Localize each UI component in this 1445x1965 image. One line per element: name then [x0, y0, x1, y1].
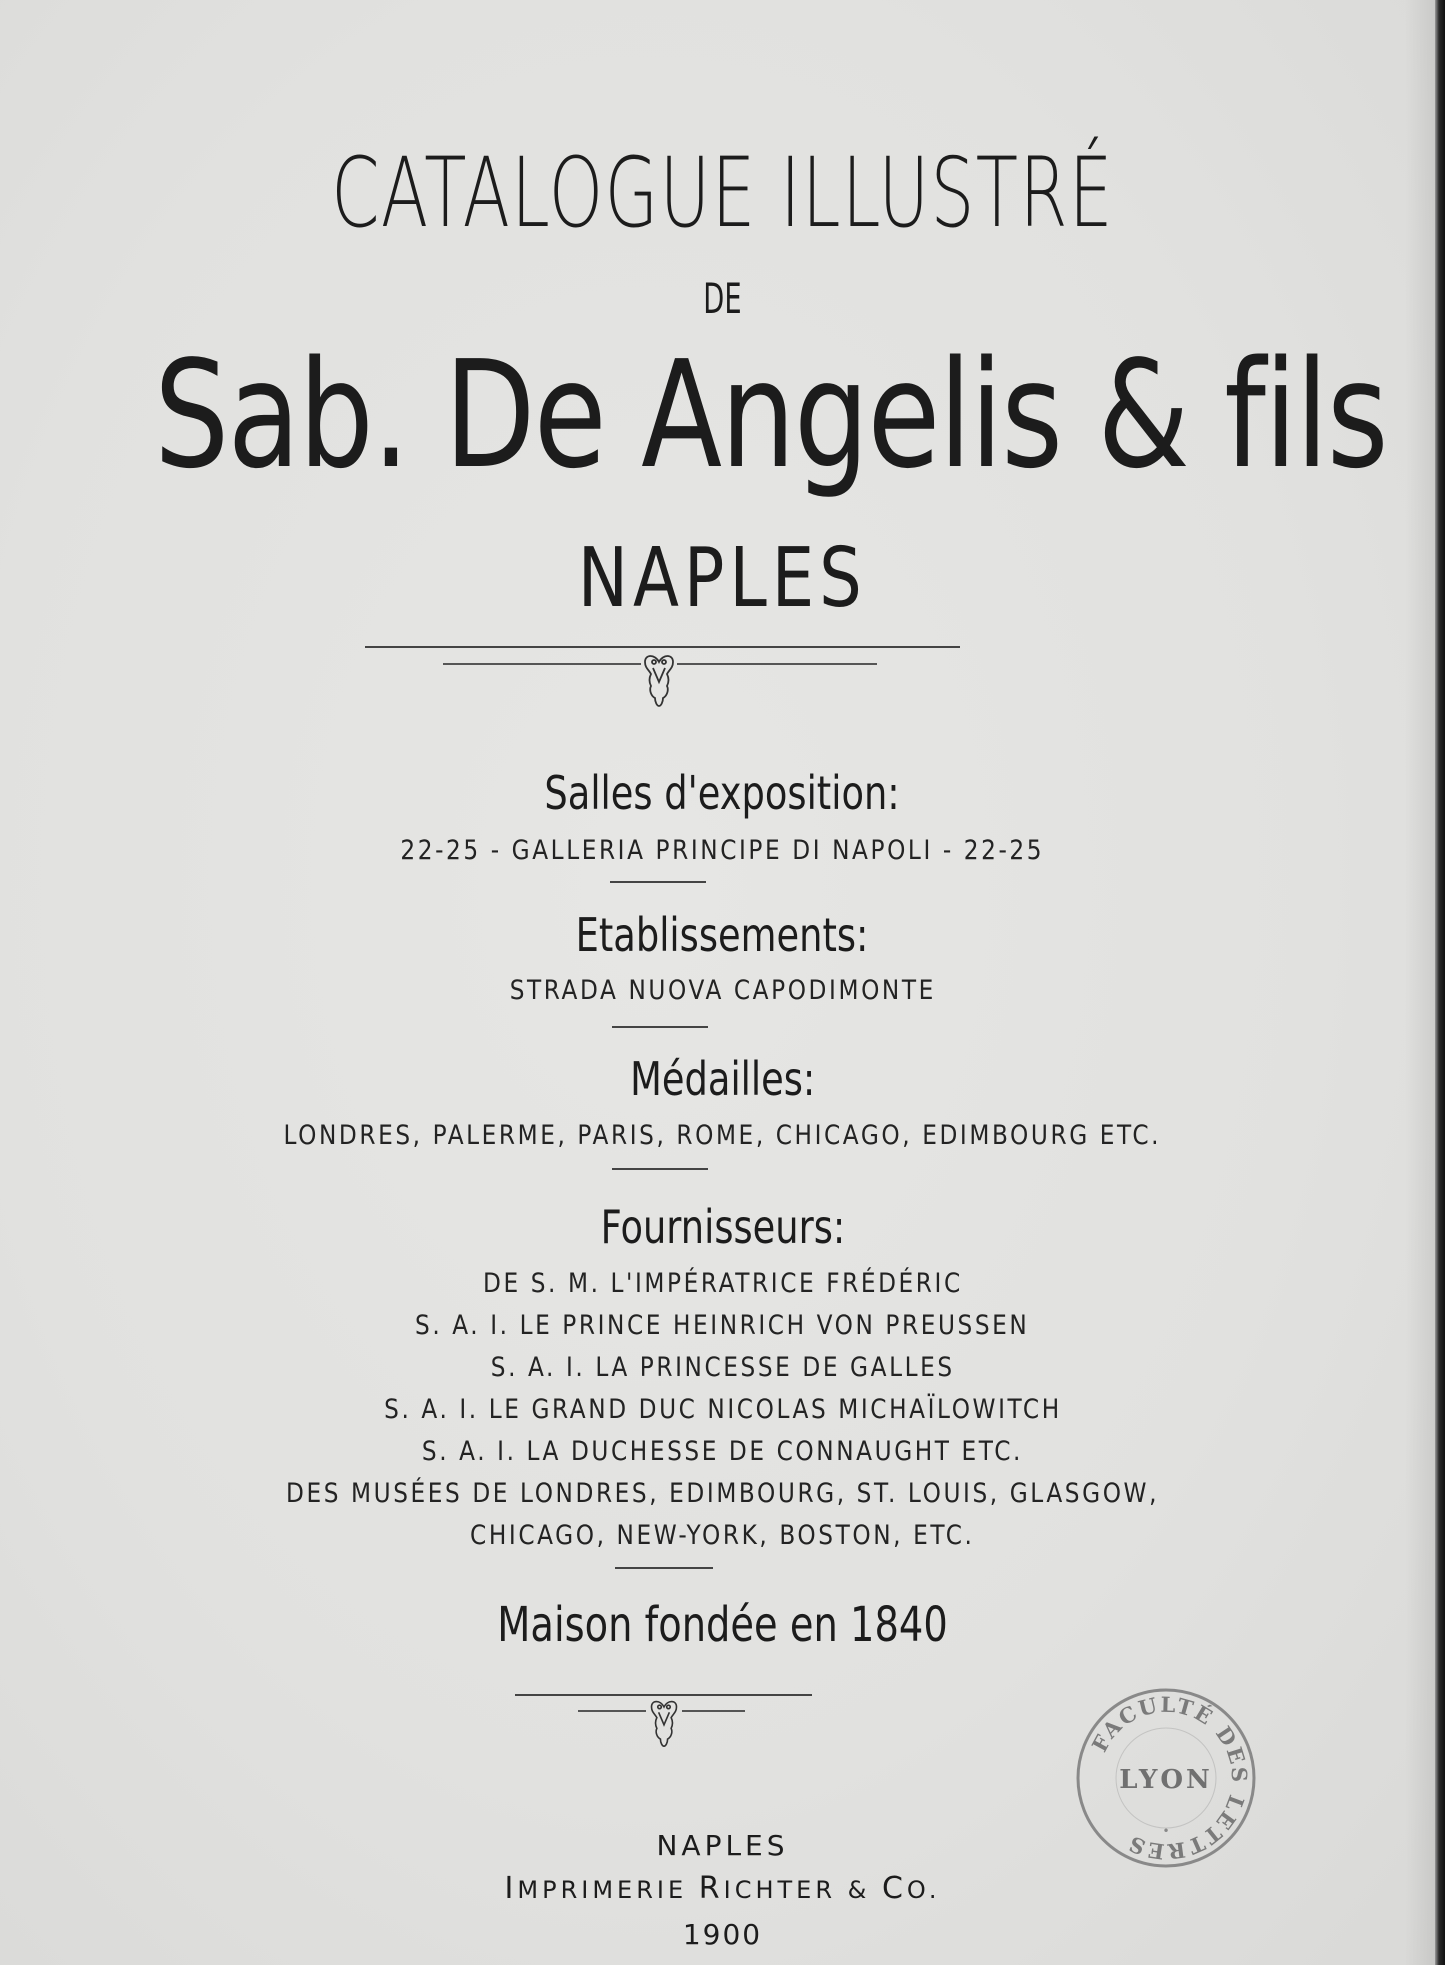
- founded-line: Maison fondée en 1840: [497, 1597, 948, 1653]
- section-heading-medals: Médailles:: [629, 1052, 816, 1106]
- bottom-rule-left: [578, 1710, 646, 1712]
- stamp-center-text: LYON: [1119, 1765, 1213, 1795]
- supplier-line: CHICAGO, NEW-YORK, BOSTON, ETC.: [470, 1520, 975, 1551]
- section-divider: [615, 1567, 713, 1569]
- imprint-city: NAPLES: [656, 1829, 789, 1862]
- section-divider: [610, 881, 706, 883]
- binding-edge: [1435, 0, 1445, 1965]
- imprint-year: 1900: [682, 1918, 763, 1951]
- bottom-rule-right: [682, 1710, 745, 1712]
- showroom-address: 22-25 - GALLERIA PRINCIPE DI NAPOLI - 22-25: [400, 835, 1045, 866]
- medals-cities: LONDRES, PALERME, PARIS, ROME, CHICAGO, EDIMBOURG ETC.: [283, 1120, 1162, 1151]
- establishment-address: STRADA NUOVA CAPODIMONTE: [509, 975, 936, 1006]
- imprint-printer: IMPRIMERIE RICHTER & CO.: [504, 1871, 941, 1906]
- supplier-line: DES MUSÉES DE LONDRES, EDIMBOURG, ST. LOUIS, GLASGOW,: [285, 1478, 1159, 1509]
- firm-name: Sab. De Angelis & fils: [154, 329, 1387, 501]
- bottom-rule-long: [515, 1694, 812, 1696]
- top-rule-left: [443, 663, 641, 665]
- supplier-line: S. A. I. LE GRAND DUC NICOLAS MICHAÏLOWITCH: [383, 1394, 1062, 1425]
- stamp-mark-icon: •: [1162, 1824, 1170, 1838]
- top-rule-right: [677, 663, 877, 665]
- title-connector: DE: [703, 274, 742, 323]
- section-heading-suppliers: Fournisseurs:: [600, 1200, 845, 1254]
- library-stamp: [1073, 1685, 1259, 1871]
- supplier-line: DE S. M. L'IMPÉRATRICE FRÉDÉRIC: [482, 1268, 963, 1299]
- section-heading-establishments: Etablissements:: [576, 908, 869, 962]
- floral-ornament-icon: [641, 652, 677, 708]
- stamp-ring-text: FACULTÉ DES LETTRES: [1086, 1691, 1253, 1865]
- catalogue-title: CATALOGUE ILLUSTRÉ: [331, 137, 1114, 249]
- section-divider: [612, 1026, 708, 1028]
- supplier-line: S. A. I. LA DUCHESSE DE CONNAUGHT ETC.: [421, 1436, 1024, 1467]
- section-divider: [612, 1168, 708, 1170]
- top-rule-long: [365, 646, 960, 648]
- floral-ornament-icon: [645, 1698, 683, 1748]
- section-heading-showrooms: Salles d'exposition:: [544, 766, 901, 820]
- supplier-line: S. A. I. LE PRINCE HEINRICH VON PREUSSEN: [415, 1310, 1030, 1341]
- supplier-line: S. A. I. LA PRINCESSE DE GALLES: [490, 1352, 955, 1383]
- city-name: NAPLES: [578, 531, 867, 626]
- binding-shadow: [1405, 0, 1435, 1965]
